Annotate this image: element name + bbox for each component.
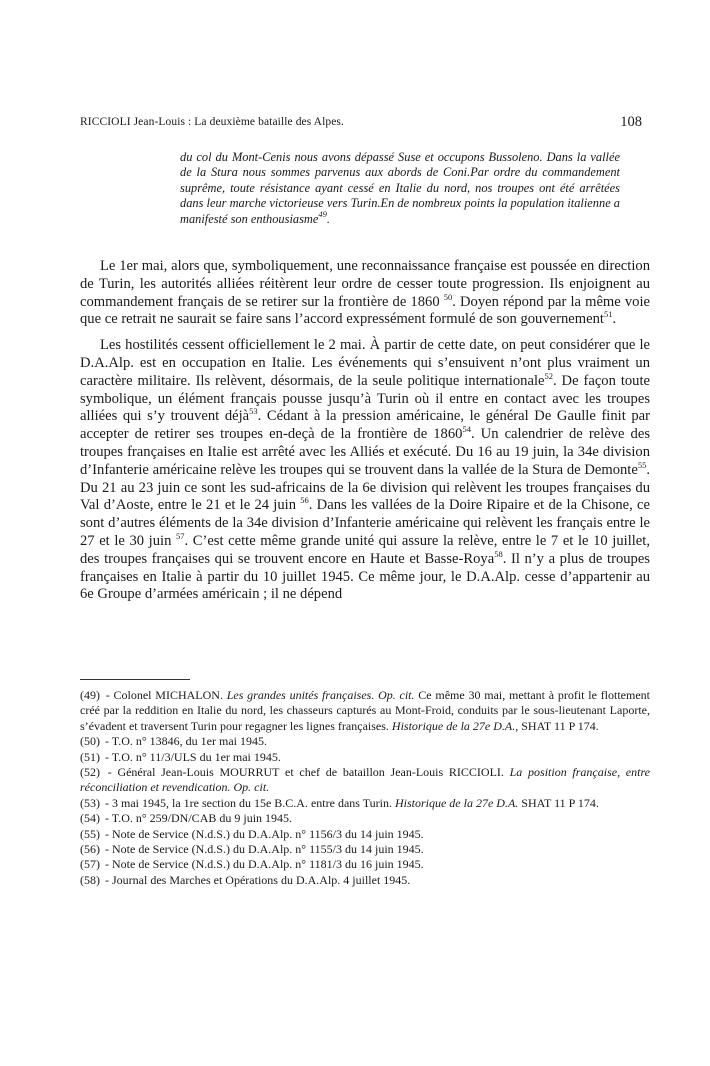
paragraph-1 [80,258,650,329]
para2-text-7: . C’est cette même grande unité qui assure la relève, entre le 7 et le 10 juillet, des troupes françaises qui se trouvent encore en Haute et Basse-Roya [80,532,650,567]
footnote-number: (57) [80,857,100,872]
footnote-text: - Note de Service (N.d.S.) du D.A.Alp. n° 1156/3 du 14 juin 1945. [102,826,424,841]
footnote-ref-50[interactable]: 50 [443,291,453,302]
para2-text-1: Les hostilités cessent officiellement le 2 mai. À partir de cette date, on peut considérer que le D.A.Alp. est en occupation en Italie. Les événements qui s’ensuivent n’ont plus vraiment un caractère militaire. Ils relèvent, désormais, de la seule politique internationale [80,337,650,389]
footnote-54 [80,811,650,826]
para2-text-2: . De façon toute symbolique, un élément français pousse jusqu’à Turin où il entre en contact avec les troupes alliées qui s’y trouvent déjà [80,372,650,425]
footnote-number: (51) [80,749,100,764]
footnote-text: Ce même 30 mai, mettant à profit le flottement créé par la reddition en Italie du nord, les chasseurs capturés au Mont-Froid, conduits par le sous-lieutenant Laporte, s’évadent et traversent Turin pour regagner les lignes françaises. [80,688,650,733]
para1-text-3: . [612,311,617,328]
footnote-text: - 3 mai 1945, la 1re section du 15e B.C.A. entre dans Turin. [102,795,395,810]
footnote-ref-55[interactable]: 55 [637,459,647,470]
footnote-53 [80,796,650,811]
page-number: 108 [620,114,642,130]
footnote-text: - T.O. n° 13846, du 1er mai 1945. [102,734,267,749]
footnote-ref-56[interactable]: 56 [300,495,309,506]
footnote-text: SHAT 11 P 174. [518,795,599,810]
footnote-ref-57[interactable]: 57 [175,530,185,541]
footnote-number: (58) [80,872,100,887]
para2-text-8: . Il n’y a plus de troupes françaises en Italie à partir du 10 juillet 1945. Ce même jour, le D.A.Alp. cesse d’appartenir au 6e Groupe d’armées américain ; il ne dépend [80,550,650,603]
footnote-ref-52[interactable]: 52 [544,370,553,381]
footnote-52 [80,765,650,796]
footnote-text: - Note de Service (N.d.S.) du D.A.Alp. n° 1181/3 du 16 juin 1945. [102,857,424,872]
footnote-57 [80,857,650,872]
footnote-number: (50) [80,734,100,749]
paragraph-2 [80,337,650,604]
footnote-ref-58[interactable]: 58 [494,548,503,559]
footnote-55 [80,827,650,842]
footnote-text: - T.O. n° 259/DN/CAB du 9 juin 1945. [102,811,293,826]
footnote-number: (52) [80,765,100,780]
footnote-number: (56) [80,842,100,857]
footnotes [80,688,650,888]
para1-text-1: Le 1er mai, alors que, symboliquement, une reconnaissance française est poussée en direction de Turin, les autorités alliées réitèrent leur ordre de cesser toute progression. Ils enjoignent au commandement français de se retirer sur la frontière de 1860 [80,258,650,310]
footnote-50 [80,734,650,749]
footnote-number: (54) [80,811,100,826]
footnote-text: - Journal des Marches et Opérations du D.A.Alp. 4 juillet 1945. [102,872,411,887]
footnote-number: (49) [80,688,100,702]
para2-text-5: . Du 21 au 23 juin ce sont les sud-africains de la 6e division qui relèvent les troupes françaises du Val d’Aoste, entre le 21 et le 24 juin [80,461,650,514]
running-title: RICCIOLI Jean-Louis : La deuxième bataille des Alpes. [80,116,344,128]
page-header [80,116,642,134]
footnote-56 [80,842,650,857]
footnote-51 [80,750,650,765]
footnote-ref-54[interactable]: 54 [462,424,471,435]
footnote-text: - Colonel MICHALON. [102,688,227,702]
footnote-title-italic: Historique de la 27e D.A. [391,718,516,733]
quote-text: du col du Mont-Cenis nous avons dépassé Suse et occupons Bussoleno. Dans la vallée de la Stura nous sommes parvenus aux abords de Coni.Par ordre du commandement suprême, toute résistance ayant cessé en Italie du nord, nos troupes ont été arrêtées dans leur marche victorieuse vers Turin.En de nombreux points la population italienne a manifesté son enthousiasme [180,150,620,226]
footnote-text: - Général Jean-Louis MOURRUT et chef de bataillon Jean-Louis RICCIOLI. [102,765,510,780]
footnote-49 [80,688,650,734]
footnote-ref-51[interactable]: 51 [603,309,613,320]
footnote-58 [80,873,650,888]
footnote-text: - Note de Service (N.d.S.) du D.A.Alp. n° 1155/3 du 14 juin 1945. [102,842,424,857]
footnote-ref-53[interactable]: 53 [249,406,258,417]
block-quote: du col du Mont-Cenis nous avons dépassé Suse et occupons Bussoleno. Dans la vallée de la Stura nous sommes parvenus aux abords de Coni.Par ordre du commandement suprême, toute résistance ayant cessé en Italie du nord, nos troupes ont été arrêtées dans leur marche victorieuse vers Turin.En de nombreux points la population italienne a manifesté son enthousiasme$^{49}$. [180,150,620,226]
footnote-number: (55) [80,826,100,841]
para2-text-3: . Cédant à la pression américaine, le général De Gaulle finit par accepter de retirer ses troupes en-deçà de la frontière de 1860 [80,408,651,443]
para2-text-6: . Dans les vallées de la Doire Ripaire et de la Chisone, ce sont d’autres éléments de la 34e division d’Infanterie américaine qui relèvent les français entre le 27 et le 30 juin [80,497,651,549]
footnote-number: (53) [80,795,100,810]
footnote-separator [80,679,190,680]
footnote-text: - T.O. n° 11/3/ULS du 1er mai 1945. [102,749,281,764]
footnote-title-italic: La position française, entre réconciliation et revendication. Op. cit. [80,765,651,795]
body-text [80,258,650,604]
footnote-title-italic: Historique de la 27e D.A. [394,795,519,810]
footnote-ref-49[interactable]: 49 [318,208,327,219]
para1-text-2: . Doyen répond par la même voie que ce retrait ne saurait se faire sans l’accord expressément formulé de son gouvernement [80,293,651,328]
footnote-title-italic: Les grandes unités françaises. Op. cit. [226,688,415,702]
footnote-text: , SHAT 11 P 174. [515,718,599,733]
para2-text-4: . Un calendrier de relève des troupes françaises en Italie est arrêté avec les Alliés et exécuté. Du 16 au 19 juin, la 34e division d’Infanterie américaine relève les troupes qui se trouvent dans la vallée de la Stura de Demonte [80,426,650,478]
